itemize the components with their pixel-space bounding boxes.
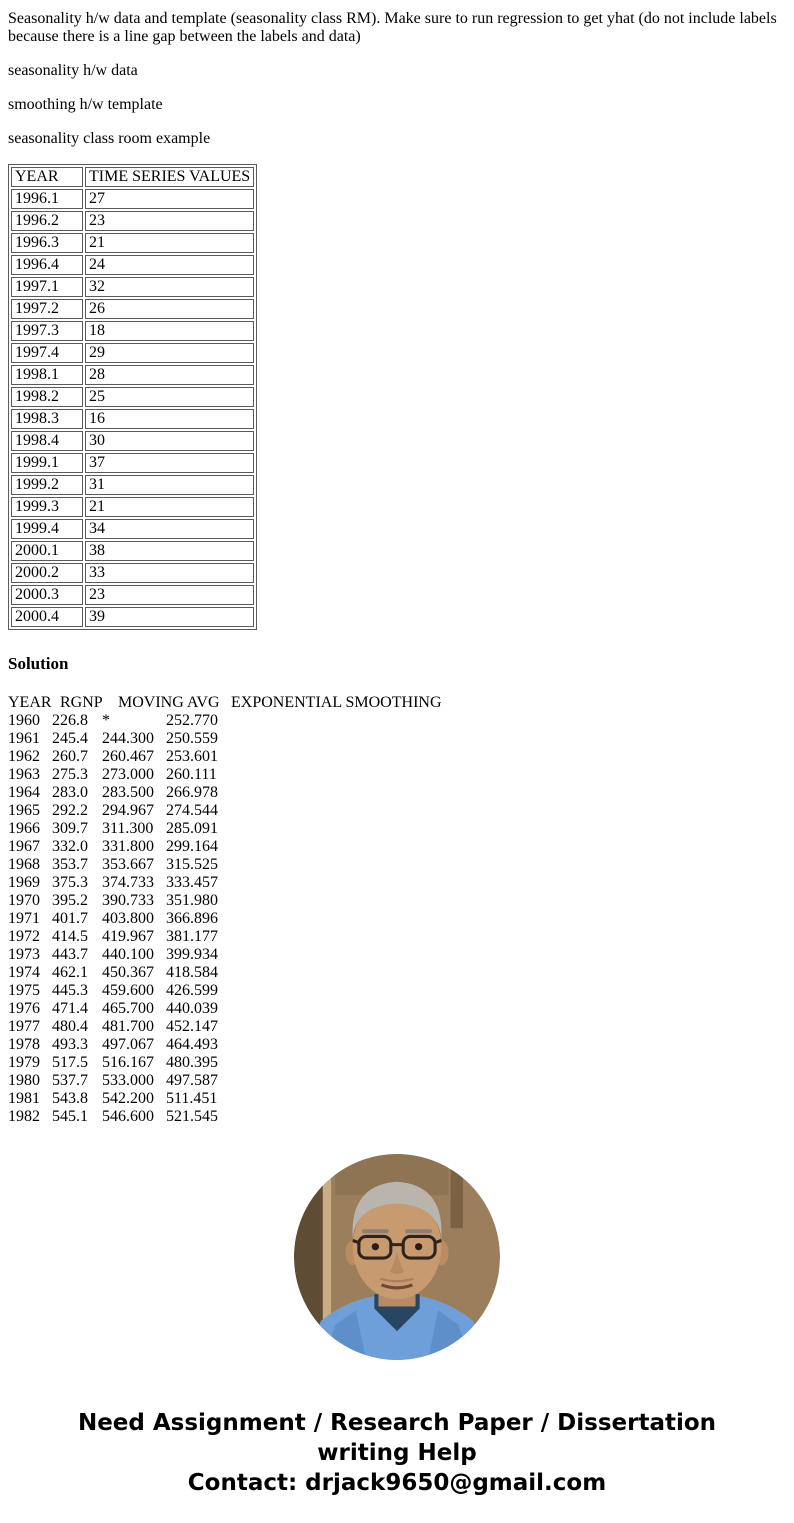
solution-row [8, 712, 786, 730]
cell-value: 21 [85, 497, 254, 517]
table-header-year: YEAR [11, 167, 83, 187]
sol-moving-avg: 533.000 [102, 1072, 154, 1089]
solution-column-headers [8, 694, 786, 712]
sol-exp-smoothing: 260.111 [166, 766, 217, 783]
sol-year: 1979 [8, 1054, 40, 1071]
table-row [11, 475, 254, 495]
sol-year: 1964 [8, 784, 40, 801]
sol-rgnp: 543.8 [52, 1090, 88, 1107]
sol-rgnp: 309.7 [52, 820, 88, 837]
solution-col-rgnp: RGNP [60, 694, 103, 711]
cell-year: 1996.3 [11, 233, 83, 253]
sol-year: 1967 [8, 838, 40, 855]
sol-year: 1961 [8, 730, 40, 747]
sol-rgnp: 493.3 [52, 1036, 88, 1053]
solution-row [8, 784, 786, 802]
sol-year: 1978 [8, 1036, 40, 1053]
cell-value: 37 [85, 453, 254, 473]
sol-rgnp: 375.3 [52, 874, 88, 891]
sol-year: 1980 [8, 1072, 40, 1089]
sol-rgnp: 545.1 [52, 1108, 88, 1125]
sol-moving-avg: 546.600 [102, 1108, 154, 1125]
sol-exp-smoothing: 253.601 [166, 748, 218, 765]
sol-moving-avg: 497.067 [102, 1036, 154, 1053]
cell-value: 24 [85, 255, 254, 275]
solution-row [8, 1072, 786, 1090]
sol-year: 1974 [8, 964, 40, 981]
link-seasonality-hw-data: seasonality h/w data [8, 62, 138, 79]
sol-exp-smoothing: 497.587 [166, 1072, 218, 1089]
cell-value: 30 [85, 431, 254, 451]
sol-year: 1963 [8, 766, 40, 783]
table-row [11, 563, 254, 583]
table-header-row [11, 167, 254, 187]
sol-exp-smoothing: 252.770 [166, 712, 218, 729]
sol-exp-smoothing: 366.896 [166, 910, 218, 927]
footer-help-text: Need Assignment / Research Paper / Dissertation writing Help [77, 1410, 717, 1466]
cell-value: 33 [85, 563, 254, 583]
solution-row [8, 892, 786, 910]
sol-rgnp: 226.8 [52, 712, 88, 729]
cell-year: 1998.1 [11, 365, 83, 385]
sol-exp-smoothing: 299.164 [166, 838, 218, 855]
sol-rgnp: 471.4 [52, 1000, 88, 1017]
solution-row [8, 838, 786, 856]
table-row [11, 453, 254, 473]
sol-rgnp: 275.3 [52, 766, 88, 783]
sol-moving-avg: 516.167 [102, 1054, 154, 1071]
cell-value: 18 [85, 321, 254, 341]
table-row [11, 277, 254, 297]
sol-year: 1962 [8, 748, 40, 765]
sol-exp-smoothing: 315.525 [166, 856, 218, 873]
cell-year: 1997.4 [11, 343, 83, 363]
sol-moving-avg: 440.100 [102, 946, 154, 963]
sol-exp-smoothing: 250.559 [166, 730, 218, 747]
sol-moving-avg: 353.667 [102, 856, 154, 873]
solution-row [8, 802, 786, 820]
cell-year: 1998.2 [11, 387, 83, 407]
table-row [11, 299, 254, 319]
sol-exp-smoothing: 274.544 [166, 802, 218, 819]
solution-row [8, 1090, 786, 1108]
sol-moving-avg: 419.967 [102, 928, 154, 945]
sol-year: 1960 [8, 712, 40, 729]
cell-value: 28 [85, 365, 254, 385]
sol-moving-avg: 450.367 [102, 964, 154, 981]
sol-moving-avg: 331.800 [102, 838, 154, 855]
cell-year: 1997.3 [11, 321, 83, 341]
sol-moving-avg: 244.300 [102, 730, 154, 747]
sol-rgnp: 480.4 [52, 1018, 88, 1035]
table-row [11, 519, 254, 539]
cell-value: 23 [85, 211, 254, 231]
sol-rgnp: 245.4 [52, 730, 88, 747]
cell-value: 27 [85, 189, 254, 209]
table-row [11, 321, 254, 341]
sol-moving-avg: 283.500 [102, 784, 154, 801]
sol-moving-avg: 542.200 [102, 1090, 154, 1107]
cell-year: 1996.2 [11, 211, 83, 231]
solution-row [8, 730, 786, 748]
table-row [11, 585, 254, 605]
sol-rgnp: 517.5 [52, 1054, 88, 1071]
table-row [11, 233, 254, 253]
cell-value: 21 [85, 233, 254, 253]
solution-col-year: YEAR [8, 694, 52, 711]
solution-row [8, 1018, 786, 1036]
sol-moving-avg: 390.733 [102, 892, 154, 909]
sol-rgnp: 292.2 [52, 802, 88, 819]
cell-value: 38 [85, 541, 254, 561]
link-smoothing-hw-template: smoothing h/w template [8, 96, 163, 113]
cell-year: 1997.1 [11, 277, 83, 297]
sol-exp-smoothing: 381.177 [166, 928, 218, 945]
footer-contact-email: Contact: drjack9650@gmail.com [187, 1470, 607, 1496]
cell-year: 1999.4 [11, 519, 83, 539]
solution-row [8, 766, 786, 784]
sol-exp-smoothing: 426.599 [166, 982, 218, 999]
time-series-table [8, 164, 257, 630]
cell-year: 1996.1 [11, 189, 83, 209]
sol-moving-avg: 465.700 [102, 1000, 154, 1017]
solution-row [8, 1000, 786, 1018]
sol-exp-smoothing: 440.039 [166, 1000, 218, 1017]
table-row [11, 431, 254, 451]
solution-row [8, 820, 786, 838]
sol-moving-avg: * [102, 712, 110, 729]
sol-exp-smoothing: 266.978 [166, 784, 218, 801]
sol-moving-avg: 260.467 [102, 748, 154, 765]
cell-value: 26 [85, 299, 254, 319]
cell-year: 2000.4 [11, 607, 83, 627]
table-row [11, 255, 254, 275]
link-seasonality-classroom-example: seasonality class room example [8, 130, 211, 147]
cell-year: 1998.3 [11, 409, 83, 429]
sol-year: 1973 [8, 946, 40, 963]
cell-value: 25 [85, 387, 254, 407]
cell-year: 1996.4 [11, 255, 83, 275]
solution-row [8, 964, 786, 982]
table-header-values: TIME SERIES VALUES [85, 167, 254, 187]
sol-year: 1971 [8, 910, 40, 927]
cell-year: 1999.3 [11, 497, 83, 517]
table-row [11, 343, 254, 363]
sol-rgnp: 445.3 [52, 982, 88, 999]
solution-col-exp-smoothing: EXPONENTIAL SMOOTHING [231, 694, 442, 711]
solution-row [8, 856, 786, 874]
footer [8, 1408, 786, 1498]
cell-year: 2000.3 [11, 585, 83, 605]
sol-exp-smoothing: 399.934 [166, 946, 218, 963]
intro-paragraph: Seasonality h/w data and template (seasonality class RM). Make sure to run regression to get yhat (do not include labels because there is a line gap between the labels and data) [8, 10, 777, 45]
cell-year: 1998.4 [11, 431, 83, 451]
sol-exp-smoothing: 351.980 [166, 892, 218, 909]
sol-rgnp: 443.7 [52, 946, 88, 963]
sol-year: 1976 [8, 1000, 40, 1017]
cell-value: 23 [85, 585, 254, 605]
sol-moving-avg: 374.733 [102, 874, 154, 891]
sol-exp-smoothing: 418.584 [166, 964, 218, 981]
sol-year: 1981 [8, 1090, 40, 1107]
cell-year: 1997.2 [11, 299, 83, 319]
solution-row [8, 748, 786, 766]
sol-moving-avg: 294.967 [102, 802, 154, 819]
cell-year: 2000.2 [11, 563, 83, 583]
instructor-photo [294, 1154, 500, 1360]
sol-moving-avg: 481.700 [102, 1018, 154, 1035]
sol-year: 1968 [8, 856, 40, 873]
cell-year: 2000.1 [11, 541, 83, 561]
solution-row [8, 1036, 786, 1054]
sol-rgnp: 283.0 [52, 784, 88, 801]
sol-moving-avg: 403.800 [102, 910, 154, 927]
solution-heading: Solution [8, 654, 69, 673]
sol-year: 1972 [8, 928, 40, 945]
table-row [11, 409, 254, 429]
solution-row [8, 982, 786, 1000]
sol-year: 1969 [8, 874, 40, 891]
sol-year: 1970 [8, 892, 40, 909]
table-row [11, 189, 254, 209]
sol-moving-avg: 311.300 [102, 820, 154, 837]
sol-rgnp: 537.7 [52, 1072, 88, 1089]
table-row [11, 497, 254, 517]
solution-row [8, 910, 786, 928]
sol-exp-smoothing: 521.545 [166, 1108, 218, 1125]
cell-value: 34 [85, 519, 254, 539]
sol-year: 1977 [8, 1018, 40, 1035]
sol-rgnp: 414.5 [52, 928, 88, 945]
sol-rgnp: 462.1 [52, 964, 88, 981]
sol-exp-smoothing: 333.457 [166, 874, 218, 891]
table-row [11, 541, 254, 561]
sol-rgnp: 395.2 [52, 892, 88, 909]
sol-exp-smoothing: 452.147 [166, 1018, 218, 1035]
table-row [11, 387, 254, 407]
solution-block [8, 694, 786, 1126]
cell-value: 32 [85, 277, 254, 297]
solution-row [8, 946, 786, 964]
sol-year: 1975 [8, 982, 40, 999]
sol-year: 1965 [8, 802, 40, 819]
avatar-container [8, 1154, 786, 1360]
solution-row [8, 928, 786, 946]
cell-year: 1999.1 [11, 453, 83, 473]
sol-exp-smoothing: 285.091 [166, 820, 218, 837]
table-row [11, 365, 254, 385]
sol-year: 1966 [8, 820, 40, 837]
sol-moving-avg: 273.000 [102, 766, 154, 783]
sol-rgnp: 353.7 [52, 856, 88, 873]
sol-rgnp: 332.0 [52, 838, 88, 855]
solution-row [8, 1054, 786, 1072]
solution-col-moving-avg: MOVING AVG [118, 694, 220, 711]
table-row [11, 211, 254, 231]
solution-row [8, 1108, 786, 1126]
solution-row [8, 874, 786, 892]
cell-year: 1999.2 [11, 475, 83, 495]
cell-value: 31 [85, 475, 254, 495]
cell-value: 16 [85, 409, 254, 429]
sol-exp-smoothing: 480.395 [166, 1054, 218, 1071]
sol-year: 1982 [8, 1108, 40, 1125]
cell-value: 29 [85, 343, 254, 363]
sol-moving-avg: 459.600 [102, 982, 154, 999]
sol-rgnp: 260.7 [52, 748, 88, 765]
sol-exp-smoothing: 464.493 [166, 1036, 218, 1053]
table-row [11, 607, 254, 627]
sol-rgnp: 401.7 [52, 910, 88, 927]
cell-value: 39 [85, 607, 254, 627]
sol-exp-smoothing: 511.451 [166, 1090, 218, 1107]
